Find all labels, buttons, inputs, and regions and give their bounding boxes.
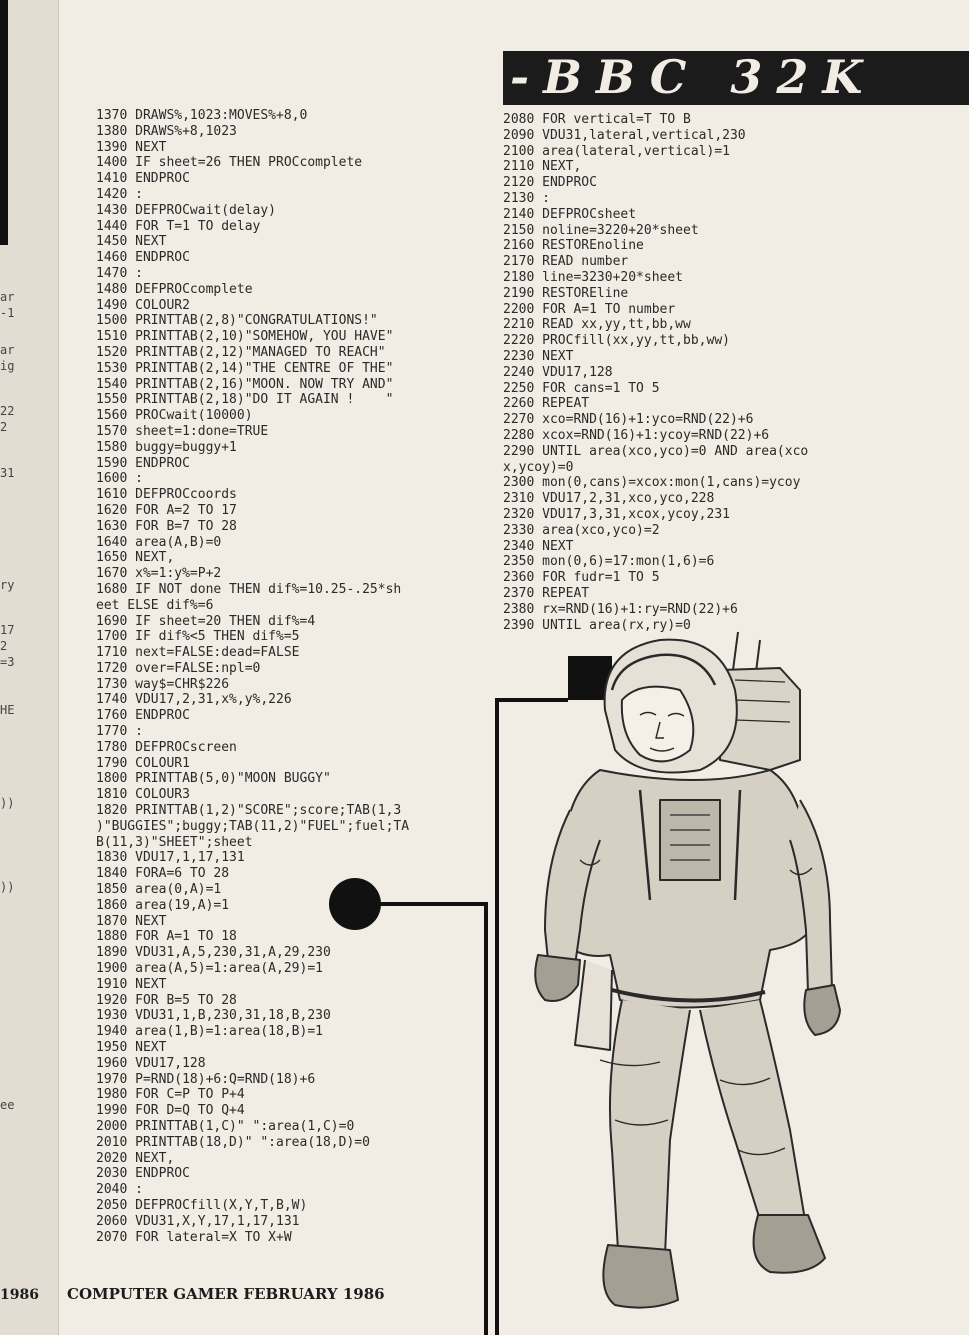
code-line: 1380 DRAWS%+8,1023 [96,123,237,139]
code-line: 1910 NEXT [96,976,167,992]
code-line: 1370 DRAWS%,1023:MOVES%+8,0 [96,108,308,123]
code-line: 2080 FOR vertical=T TO B [503,112,691,127]
code-line: 1790 COLOUR1 [96,755,190,771]
code-line: 2320 VDU17,3,31,xcox,ycoy,231 [503,506,730,522]
code-line: 2390 UNTIL area(rx,ry)=0 [503,617,691,633]
code-line: 2330 area(xco,yco)=2 [503,522,660,538]
code-line: 2380 rx=RND(16)+1:ry=RND(22)+6 [503,601,738,617]
code-line: 1460 ENDPROC [96,250,190,266]
code-line: 2260 REPEAT [503,396,590,412]
previous-page-fragment: ar [0,290,15,304]
previous-page-fragment: ig [0,359,15,373]
bullet-dot [329,878,381,930]
code-line: 1970 P=RND(18)+6:Q=RND(18)+6 [96,1071,316,1087]
code-line: 1670 x%=1:y%=P+2 [96,566,222,582]
previous-page-fragment: 31 [0,466,15,480]
code-line: 2180 line=3230+20*sheet [503,269,684,285]
code-line: 1700 IF dif%<5 THEN dif%=5 [96,629,300,645]
code-line: 1690 IF sheet=20 THEN dif%=4 [96,613,316,629]
code-line: 1890 VDU31,A,5,230,31,A,29,230 [96,945,331,961]
previous-page-footer-year: 1986 [0,1287,39,1303]
code-line: 1730 way$=CHR$226 [96,676,230,692]
code-line: 2150 noline=3220+20*sheet [503,222,699,238]
code-line: 2370 REPEAT [503,585,590,601]
code-line: 1960 VDU17,128 [96,1055,206,1071]
code-line: 2290 UNTIL area(xco,yco)=0 AND area(xco [503,443,809,459]
previous-page-fragment: 17 [0,623,15,637]
code-line: 1500 PRINTTAB(2,8)"CONGRATULATIONS!" [96,313,378,329]
code-line: 1470 : [96,265,143,281]
code-line: 1480 DEFPROCcomplete [96,281,253,297]
code-line: 1550 PRINTTAB(2,18)"DO IT AGAIN ! " [96,392,394,408]
code-line: 1980 FOR C=P TO P+4 [96,1087,245,1103]
code-line: 1860 area(19,A)=1 [96,897,230,913]
code-line: 1580 buggy=buggy+1 [96,439,237,455]
code-line: 1990 FOR D=Q TO Q+4 [96,1103,245,1119]
code-line: 1630 FOR B=7 TO 28 [96,518,237,534]
code-line: 2110 NEXT, [503,159,582,175]
code-line: 2120 ENDPROC [503,175,597,191]
code-line: 2310 VDU17,2,31,xco,yco,228 [503,491,715,507]
code-line: 1680 IF NOT done THEN dif%=10.25-.25*sh [96,581,402,597]
code-line: 2090 VDU31,lateral,vertical,230 [503,127,746,143]
code-line: 1810 COLOUR3 [96,787,190,803]
code-line: 2100 area(lateral,vertical)=1 [503,143,730,159]
code-line: 1440 FOR T=1 TO delay [96,218,261,234]
code-line: 2350 mon(0,6)=17:mon(1,6)=6 [503,554,715,570]
code-line: 2230 NEXT [503,348,574,364]
code-line: 1710 next=FALSE:dead=FALSE [96,645,300,661]
code-line: 1390 NEXT [96,139,167,155]
page-footer: COMPUTER GAMER FEBRUARY 1986 [67,1285,385,1303]
code-line: 1930 VDU31,1,B,230,31,18,B,230 [96,1008,331,1024]
code-line: 2210 READ xx,yy,tt,bb,ww [503,317,691,333]
code-line: 1600 : [96,471,143,487]
code-line: 2030 ENDPROC [96,1166,190,1182]
code-line: 2040 : [96,1182,143,1198]
code-line: 2240 VDU17,128 [503,364,613,380]
code-line: 1570 sheet=1:done=TRUE [96,423,269,439]
code-line: 1490 COLOUR2 [96,297,190,313]
code-line: 1650 NEXT, [96,550,175,566]
code-line: 1590 ENDPROC [96,455,190,471]
code-line: 1870 NEXT [96,913,167,929]
code-line: 1770 : [96,724,143,740]
previous-page-fragment: 22 [0,404,15,418]
previous-page-fragment: 2 [0,639,8,653]
code-line: 2340 NEXT [503,538,574,554]
code-line: 1800 PRINTTAB(5,0)"MOON BUGGY" [96,771,331,787]
code-line: 2140 DEFPROCsheet [503,206,637,222]
code-line: 2070 FOR lateral=X TO X+W [96,1229,292,1245]
code-line: 2000 PRINTTAB(1,C)" ":area(1,C)=0 [96,1119,355,1134]
code-line: x,ycoy)=0 [503,459,574,475]
code-line: 1720 over=FALSE:npl=0 [96,660,261,676]
code-line: 1640 area(A,B)=0 [96,534,222,550]
code-line: 1430 DEFPROCwait(delay) [96,202,277,218]
code-line: 1450 NEXT [96,234,167,250]
previous-page-fragment: )) [0,796,15,810]
code-line: 1560 PROCwait(10000) [96,408,253,424]
code-line: 1920 FOR B=5 TO 28 [96,992,237,1008]
code-line: 1610 DEFPROCcoords [96,487,237,503]
code-line: 2050 DEFPROCfill(X,Y,T,B,W) [96,1197,308,1213]
code-line: 1420 : [96,186,143,202]
code-line: 1410 ENDPROC [96,171,190,187]
code-line: 2280 xcox=RND(16)+1:ycoy=RND(22)+6 [503,427,770,443]
code-line: 2190 RESTOREline [503,285,629,301]
code-line: 1850 area(0,A)=1 [96,882,222,898]
code-line: 1520 PRINTTAB(2,12)"MANAGED TO REACH" [96,344,386,360]
header-title: -BBC 32K [510,50,877,104]
code-line: 2300 mon(0,cans)=xcox:mon(1,cans)=ycoy [503,475,801,491]
code-line: 1950 NEXT [96,1040,167,1056]
code-line: 1540 PRINTTAB(2,16)"MOON. NOW TRY AND" [96,376,394,392]
previous-page-fragment: HE [0,703,15,717]
code-line: 1900 area(A,5)=1:area(A,29)=1 [96,961,323,977]
code-line: 1940 area(1,B)=1:area(18,B)=1 [96,1024,323,1040]
code-line: 1830 VDU17,1,17,131 [96,850,245,866]
code-line: 2360 FOR fudr=1 TO 5 [503,570,660,586]
code-line: 1760 ENDPROC [96,708,190,724]
previous-page-fragment: ar [0,343,15,357]
code-line: 2270 xco=RND(16)+1:yco=RND(22)+6 [503,412,754,428]
code-line: B(11,3)"SHEET";sheet [96,834,253,850]
code-line: 2130 : [503,190,550,206]
code-line: 1510 PRINTTAB(2,10)"SOMEHOW, YOU HAVE" [96,329,394,345]
code-line: 2010 PRINTTAB(18,D)" ":area(18,D)=0 [96,1134,370,1150]
code-line: 2170 READ number [503,254,629,270]
previous-page-fragment: ee [0,1098,15,1112]
code-line: 1400 IF sheet=26 THEN PROCcomplete [96,155,363,171]
code-line: )"BUGGIES";buggy;TAB(11,2)"FUEL";fuel;TA [96,818,410,834]
code-line: 2060 VDU31,X,Y,17,1,17,131 [96,1213,300,1229]
previous-page-fragment: ry [0,578,15,592]
connector-line-right [497,700,568,1335]
code-line: 2200 FOR A=1 TO number [503,301,676,317]
code-line: 2220 PROCfill(xx,yy,tt,bb,ww) [503,333,730,349]
code-line: 1840 FORA=6 TO 28 [96,866,230,882]
code-line: 1620 FOR A=2 TO 17 [96,502,237,518]
code-line: 1880 FOR A=1 TO 18 [96,929,237,945]
code-line: 1820 PRINTTAB(1,2)"SCORE";score;TAB(1,3 [96,803,402,819]
code-line: 2160 RESTOREnoline [503,238,644,254]
connector-line-left [378,904,486,1335]
astronaut-illustration [535,632,840,1308]
code-line: eet ELSE dif%=6 [96,597,214,613]
code-line: 1780 DEFPROCscreen [96,739,237,755]
code-line: 2250 FOR cans=1 TO 5 [503,380,660,396]
previous-page-fragment: )) [0,880,15,894]
code-line: 1530 PRINTTAB(2,14)"THE CENTRE OF THE" [96,360,394,376]
previous-page-fragment: 2 [0,420,8,434]
previous-page-fragment: -1 [0,306,15,320]
code-line: 1740 VDU17,2,31,x%,y%,226 [96,692,292,708]
code-line: 2020 NEXT, [96,1150,175,1166]
previous-page-fragment: =3 [0,655,15,669]
